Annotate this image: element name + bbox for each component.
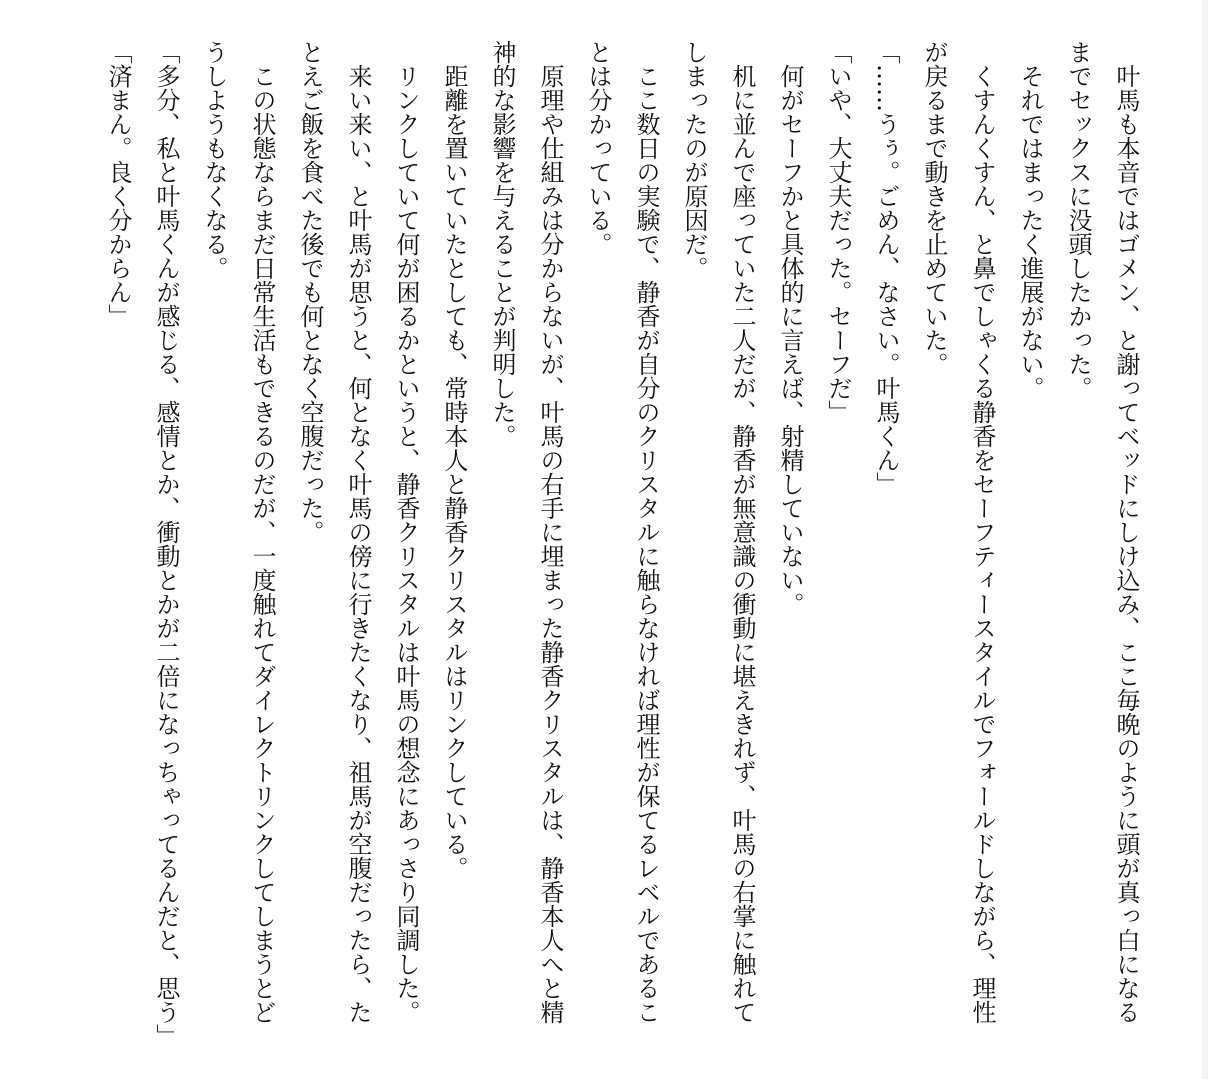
paragraph: ここ数日の実験で、静香が自分のクリスタルに触らなければ理性が保てるレベルであることは分かっている。 xyxy=(584,40,660,1024)
paragraph: 何がセーフかと具体的に言えば、射精していない。 xyxy=(776,40,804,616)
paragraph: くすんくすん、と鼻でしゃくる静香をセーフティースタイルでフォールドしながら、理性が戻るまで動きを止めていた。 xyxy=(920,40,996,1024)
paragraph: 距離を置いていたとしても、常時本人と静香クリスタルはリンクしている。 xyxy=(440,40,468,880)
paragraph: 叶馬も本音ではゴメン、と謝ってベッドにしけ込み、ここ毎晩のように頭が真っ白になるまでセックスに没頭したかった。 xyxy=(1064,40,1140,1024)
vertical-text-body xyxy=(94,40,1150,1048)
scrollbar-track[interactable] xyxy=(1202,0,1208,1079)
paragraph: 来い来い、と叶馬が思うと、何となく叶馬の傍に行きたくなり、祖馬が空腹だったら、たとえご飯を食べた後でも何となく空腹だった。 xyxy=(296,40,372,1024)
dialogue-line: 「多分、私と叶馬くんが感じる、感情とか、衝動とかが二倍になっちゃってるんだと、思う」 xyxy=(152,40,180,1048)
dialogue-line: 「済まん。良く分からん」 xyxy=(104,40,132,328)
paragraph: リンクしていて何が困るかというと、静香クリスタルは叶馬の想念にあっさり同調した。 xyxy=(392,40,420,1024)
paragraph: この状態ならまだ日常生活もできるのだが、一度触れてダイレクトリンクしてしまうとどうしようもなくなる。 xyxy=(200,40,276,1024)
paragraph: 机に並んで座っていた二人だが、静香が無意識の衝動に堪えきれず、叶馬の右掌に触れてしまったのが原因だ。 xyxy=(680,40,756,1024)
dialogue-line: 「いや、大丈夫だった。セーフだ」 xyxy=(824,40,852,424)
paragraph: 原理や仕組みは分からないが、叶馬の右手に埋まった静香クリスタルは、静香本人へと精神的な影響を与えることが判明した。 xyxy=(488,40,564,1024)
paragraph: それではまったく進展がない。 xyxy=(1016,40,1044,400)
dialogue-line: 「……うぅ。ごめん、なさい。叶馬くん」 xyxy=(872,40,900,496)
